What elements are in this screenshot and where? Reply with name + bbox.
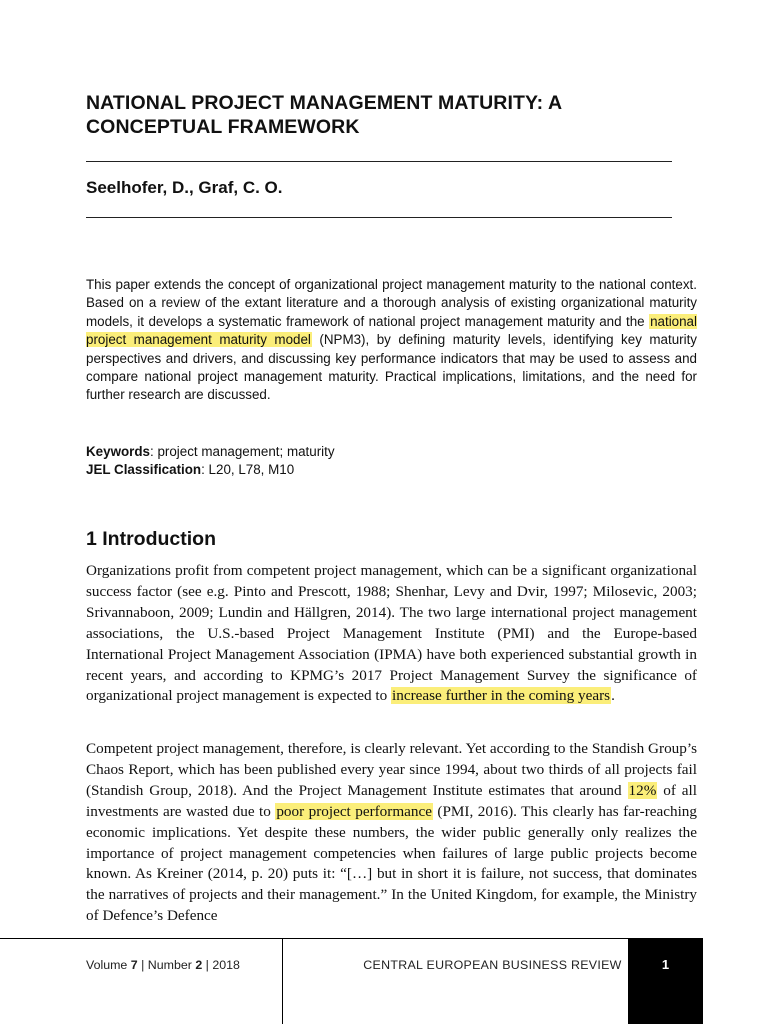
journal-name: CENTRAL EUROPEAN BUSINESS REVIEW [363,958,622,972]
volume-label: Volume [86,958,131,972]
title-divider [86,161,672,162]
footer-rule [0,938,703,939]
footer-volume-info [86,958,240,972]
paragraph-text: (PMI, 2016). This clearly has far-reaching economic implications. Yet despite these numbers, the wider public generally only realizes the importance of project management competencies when failures of large public projects become known. As Kreiner (2014, p. 20) puts it: “[…] but in short it is failure, not success, that dominates the narratives of projects and their management.” In the United Kingdom, for example, the Ministry of Defence’s Defence [86,802,697,925]
page-number-box [628,938,703,1024]
paper-title: NATIONAL PROJECT MANAGEMENT MATURITY: A CONCEPTUAL FRAMEWORK [86,92,562,138]
number-label: | Number [137,958,196,972]
intro-paragraph-2 [86,739,697,927]
year-separator: | [202,958,213,972]
volume-number: 7 [130,958,138,972]
paragraph-text: of all investments are wasted due to [86,781,697,820]
year: 2018 [212,958,240,972]
issue-number: 2 [195,958,203,972]
intro-paragraph-1 [86,561,697,707]
paragraph-text: Competent project management, therefore, is clearly relevant. Yet according to the Standish Group’s Chaos Report, which has been published every year since 1994, about two thirds of all projects fail (Standish Group, 2018). And the Project Management Institute estimates that around [86,740,697,799]
paragraph-text: Organizations profit from competent project management, which can be a significant organizational success factor (see e.g. Pinto and Prescott, 1988; Shenhar, Levy and Dvir, 1997; Milosevic, 2003; Srivannaboon, 2009; Lundin and Hällgren, 2014). The two large international project management associations, the U.S.-based Project Management Institute (PMI) and the Europe-based International Project Management Association (IPMA) have both experienced substantial growth in recent years, and according to KPMG’s 2017 Project Management Survey the significance of organizational project management is expected to [86,562,697,705]
jel-value: : L20, L78, M10 [201,462,295,477]
jel-label: JEL Classification [86,462,202,477]
highlight-increase: increase further in the coming years [392,687,611,705]
paper-authors: Seelhofer, D., Graf, C. O. [86,178,283,197]
footer-divider [282,938,283,1024]
abstract-text-end: (NPM3), by defining maturity levels, identifying key maturity perspectives and drivers, and discussing key performance indicators that may be used to assess and compare national project management maturity. Practical implications, limitations, and the need for further research are discussed. [86,332,698,403]
highlight-poor-performance: poor project performance [276,802,432,820]
authors-divider [86,217,672,218]
abstract [86,276,697,405]
highlight-percent: 12% [628,781,657,799]
paragraph-end: . [611,687,615,705]
abstract-highlight: national project management maturity model [86,313,697,348]
page-number: 1 [661,957,670,972]
keywords-value: : project management; maturity [150,444,335,459]
keywords-label: Keywords [86,444,150,459]
section-heading-introduction: 1 Introduction [86,528,216,550]
keywords [86,443,697,461]
abstract-text: This paper extends the concept of organizational project management maturity to the national context. Based on a review of the extant literature and a thorough analysis of existing organizational maturity models, it develops a systematic framework of national project management maturity and the [86,277,697,329]
jel-classification [86,461,697,479]
